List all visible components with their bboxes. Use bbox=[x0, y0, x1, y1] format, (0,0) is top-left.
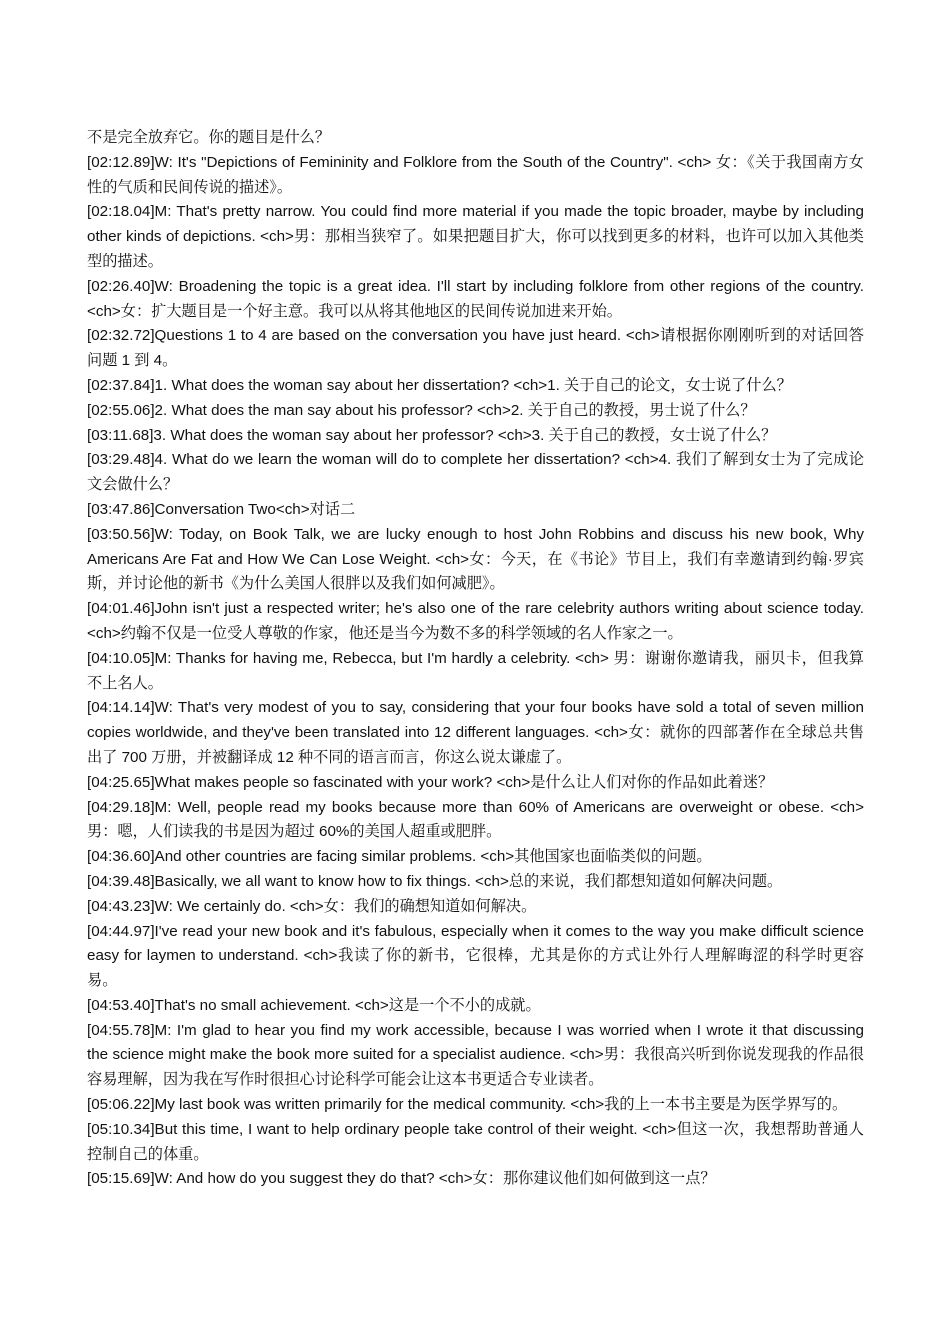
transcript-line: [04:43.23]W: We certainly do. <ch>女：我们的确想知道如何解决。 bbox=[87, 897, 537, 915]
transcript-line: [03:11.68]3. What does the woman say about her professor? <ch>3. 关于自己的教授，女士说了什么？ bbox=[87, 426, 777, 444]
transcript-line: [02:26.40]W: Broadening the topic is a great idea. I'll start by including folklore from other regions of the country. <ch>女：扩大题目是一个好主意。我可以从将其他地区的民间传说加进来开始。 bbox=[87, 277, 864, 320]
transcript-line: [02:37.84]1. What does the woman say about her dissertation? <ch>1. 关于自己的论文，女士说了什么？ bbox=[87, 376, 792, 394]
transcript-line: [04:25.65]What makes people so fascinated with your work? <ch>是什么让人们对你的作品如此着迷？ bbox=[87, 773, 774, 791]
transcript-line: [02:55.06]2. What does the man say about his professor? <ch>2. 关于自己的教授，男士说了什么？ bbox=[87, 401, 756, 419]
transcript-line: [04:29.18]M: Well, people read my books because more than 60% of Americans are overweight or obese. <ch> 男：嗯，人们读我的书是因为超过 60%的美国人超重或肥胖。 bbox=[87, 798, 864, 841]
transcript-line: 不是完全放弃它。你的题目是什么？ bbox=[87, 129, 330, 146]
transcript-line: [05:15.69]W: And how do you suggest they do that? <ch>女：那你建议他们如何做到这一点？ bbox=[87, 1170, 716, 1188]
transcript-line: [05:10.34]But this time, I want to help ordinary people take control of their weight. <ch>但这一次，我想帮助普通人控制自己的体重。 bbox=[87, 1120, 864, 1163]
transcript-line: [04:10.05]M: Thanks for having me, Rebecca, but I'm hardly a celebrity. <ch> 男：谢谢你邀请我，丽贝卡，但我算不上名人。 bbox=[87, 649, 864, 692]
transcript-line: [04:44.97]I've read your new book and it's fabulous, especially when it comes to the way you make difficult science easy for laymen to understand. <ch>我读了你的新书，它很棒，尤其是你的方式让外行人理解晦涩的科学时更容易。 bbox=[87, 922, 864, 990]
transcript-line: [04:55.78]M: I'm glad to hear you find my work accessible, because I was worried when I wrote it that discussing the science might make the book more suited for a specialist audience. <ch>男：我很高兴听到你说发现我的作品很容易理解，因为我在写作时很担心讨论科学可能会让这本书更适合专业读者。 bbox=[87, 1021, 864, 1089]
transcript-line: [02:18.04]M: That's pretty narrow. You could find more material if you made the topic broader, maybe by including other kinds of depictions. <ch>男：那相当狭窄了。如果把题目扩大，你可以找到更多的材料，也许可以加入其他类型的描述。 bbox=[87, 203, 864, 270]
transcript-line: [03:50.56]W: Today, on Book Talk, we are lucky enough to host John Robbins and discuss his new book, Why Americans Are Fat and How We Can Lose Weight. <ch>女：今天，在《书论》节目上，我们有幸邀请到约翰·罗宾斯，并讨论他的新书《为什么美国人很胖以及我们如何减肥》。 bbox=[87, 525, 864, 593]
transcript-line: [02:32.72]Questions 1 to 4 are based on the conversation you have just heard. <ch>请根据你刚刚听到的对话回答问题 1 到 4。 bbox=[87, 327, 864, 370]
transcript-line: [04:01.46]John isn't just a respected writer; he's also one of the rare celebrity authors writing about science today. <ch>约翰不仅是一位受人尊敬的作家，他还是当今为数不多的科学领域的名人作家之一。 bbox=[87, 600, 864, 642]
transcript-line: [03:47.86]Conversation Two<ch>对话二 bbox=[87, 500, 356, 518]
transcript-line: [02:12.89]W: It's "Depictions of Femininity and Folklore from the South of the Country". <ch> 女：《关于我国南方女性的气质和民间传说的描述》。 bbox=[87, 153, 864, 196]
transcript-line: [05:06.22]My last book was written primarily for the medical community. <ch>我的上一本书主要是为医学界写的。 bbox=[87, 1096, 848, 1114]
transcript-line: [04:39.48]Basically, we all want to know how to fix things. <ch>总的来说，我们都想知道如何解决问题。 bbox=[87, 872, 783, 890]
transcript-line: [04:53.40]That's no small achievement. <ch>这是一个不小的成就。 bbox=[87, 996, 541, 1014]
transcript-line: [04:36.60]And other countries are facing similar problems. <ch>其他国家也面临类似的问题。 bbox=[87, 848, 712, 866]
transcript-line: [03:29.48]4. What do we learn the woman will do to complete her dissertation? <ch>4. 我们了解到女士为了完成论文会做什么？ bbox=[87, 451, 864, 494]
transcript-line: [04:14.14]W: That's very modest of you to say, considering that your four books have sold a total of seven million copies worldwide, and they've been translated into 12 different languages. <ch>女：就你的四部著作在全球总共售出了 700 万册，并被翻译成 12 种不同的语言而言，你这么说太谦虚了。 bbox=[87, 699, 864, 766]
transcript-page bbox=[87, 126, 864, 1192]
